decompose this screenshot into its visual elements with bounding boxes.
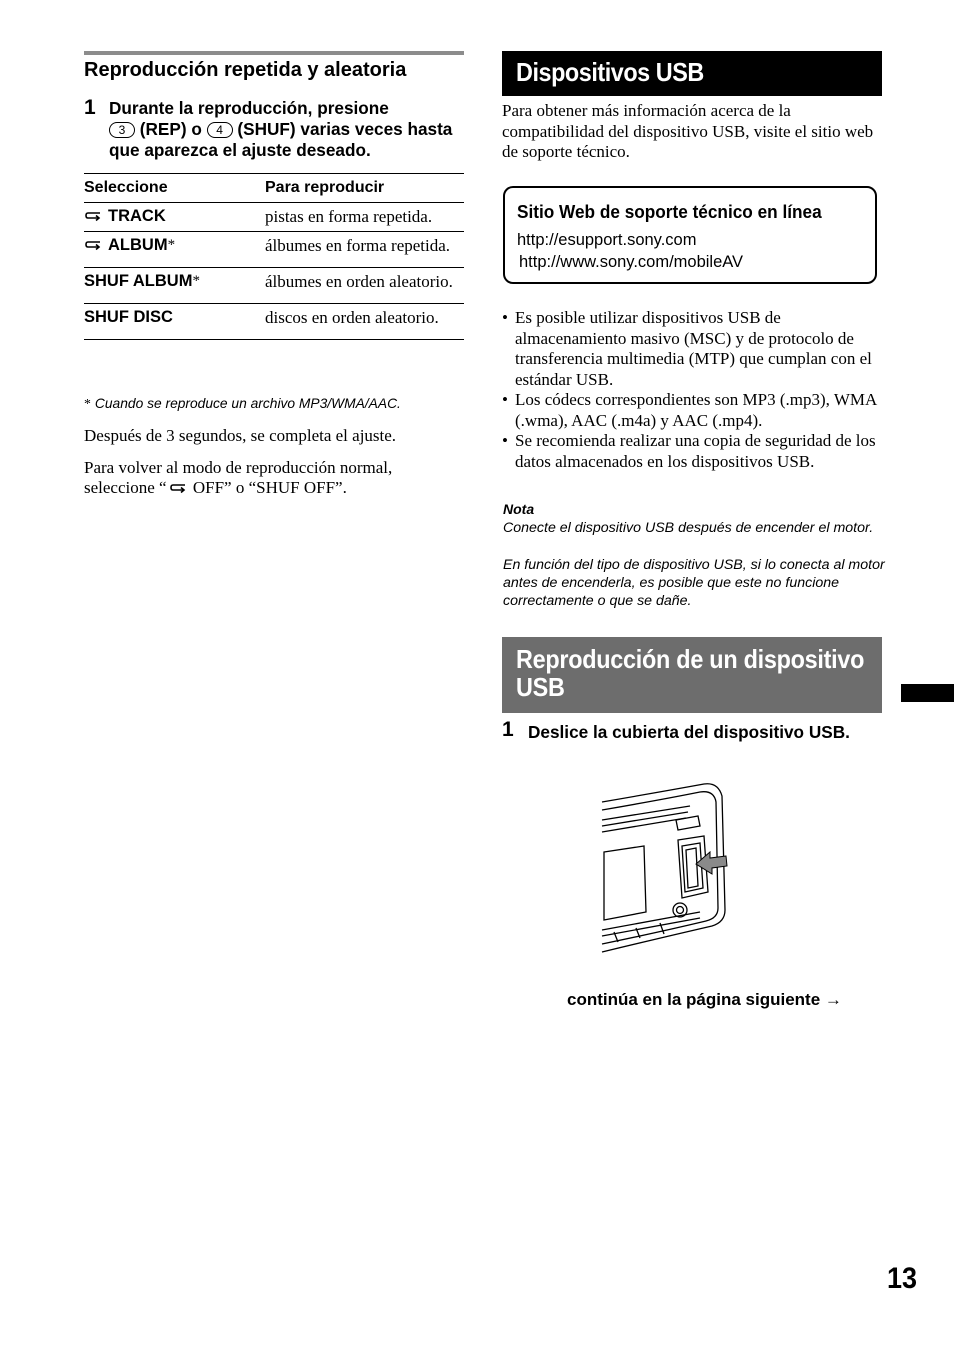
table-header-row <box>84 174 464 203</box>
key-3-icon: 3 <box>109 122 135 138</box>
option-label: TRACK <box>108 207 166 225</box>
return-text-after: OFF” o “SHUF OFF”. <box>188 478 347 497</box>
page-number: 13 <box>887 1262 918 1295</box>
table-header-play: Para reproducir <box>265 174 464 203</box>
description-cell: pistas en forma repetida. <box>265 203 464 232</box>
key2-label: (SHUF) varias veces hasta que aparezca el ajuste deseado. <box>109 119 453 160</box>
paragraph-return-normal <box>84 458 454 498</box>
section-heading-repeat-shuffle: Reproducción repetida y aleatoria <box>84 59 407 81</box>
key-4-icon: 4 <box>207 122 233 138</box>
list-item <box>502 431 887 472</box>
support-url-link[interactable]: http://esupport.sony.com <box>517 231 697 249</box>
usb-cover-illustration <box>600 780 730 956</box>
return-text-before: Para volver al modo de reproducción normal, seleccione “ <box>84 458 393 497</box>
step-text-part1: Durante la reproducción, presione <box>109 98 389 118</box>
list-item-text: Es posible utilizar dispositivos USB de almacenamiento masivo (MSC) y de protocolo de transferencia multimedia (MTP) que cumplan con el estándar USB. <box>515 308 872 389</box>
step-instruction <box>109 98 469 161</box>
support-website-box <box>503 186 877 284</box>
note-paragraph: En función del tipo de dispositivo USB, si lo conecta al motor antes de encenderla, es posible que este no funcione correctamente o que se dañe. <box>503 557 885 610</box>
footnote-symbol: * <box>84 396 91 411</box>
repeat-icon <box>169 482 187 494</box>
description-cell: álbumes en orden aleatorio. <box>265 268 464 304</box>
usb-bullet-list <box>502 308 887 472</box>
option-cell <box>84 203 265 232</box>
continue-next-page: continúa en la página siguiente → <box>567 990 842 1009</box>
step-number: 1 <box>84 96 96 119</box>
note-title: Nota <box>503 501 535 517</box>
option-cell <box>84 232 265 268</box>
key1-label: (REP) o <box>139 119 202 139</box>
usb-devices-banner <box>502 51 882 96</box>
asterisk-mark: * <box>192 273 200 289</box>
usb-playback-banner <box>502 637 882 713</box>
option-cell <box>84 304 265 340</box>
note-paragraph: Conecte el dispositivo USB después de encender el motor. <box>503 520 874 536</box>
step-number: 1 <box>502 718 514 741</box>
support-url-link[interactable]: http://www.sony.com/mobileAV <box>519 253 744 271</box>
bullet-symbol: • <box>502 390 508 409</box>
option-label: ALBUM <box>108 236 168 254</box>
repeat-icon <box>84 210 102 222</box>
description-cell: álbumes en forma repetida. <box>265 232 464 268</box>
repeat-icon <box>84 239 102 251</box>
section-tab-marker <box>901 684 954 702</box>
list-item <box>502 390 887 431</box>
usb-playback-title: Reproducción de un dispositivo USB <box>516 644 865 702</box>
option-label: SHUF ALBUM <box>84 272 193 290</box>
table-row <box>84 304 464 340</box>
usb-devices-title: Dispositivos USB <box>516 57 704 87</box>
options-table <box>84 173 464 340</box>
table-row <box>84 203 464 232</box>
support-box-title: Sitio Web de soporte técnico en línea <box>517 201 822 222</box>
list-item-text: Se recomienda realizar una copia de seguridad de los datos almacenados en los dispositivos USB. <box>515 431 876 471</box>
description-cell: discos en orden aleatorio. <box>265 304 464 340</box>
section-rule <box>84 51 464 55</box>
asterisk-mark: * <box>167 237 176 253</box>
footnote-text: Cuando se reproduce un archivo MP3/WMA/AAC. <box>94 396 401 411</box>
list-item <box>502 308 887 390</box>
table-row <box>84 268 464 304</box>
option-label: SHUF DISC <box>84 308 173 326</box>
usb-intro-paragraph: Para obtener más información acerca de la compatibilidad del dispositivo USB, visite el sitio web de soporte técnico. <box>502 101 874 161</box>
paragraph-after-setting: Después de 3 segundos, se completa el ajuste. <box>84 426 397 445</box>
table-row <box>84 232 464 268</box>
table-header-select: Seleccione <box>84 174 265 203</box>
list-item-text: Los códecs correspondientes son MP3 (.mp3), WMA (.wma), AAC (.m4a) y AAC (.mp4). <box>515 390 877 430</box>
bullet-symbol: • <box>502 308 508 327</box>
footnote <box>84 396 401 412</box>
option-cell <box>84 268 265 304</box>
bullet-symbol: • <box>502 431 508 450</box>
step-instruction: Deslice la cubierta del dispositivo USB. <box>528 722 850 742</box>
